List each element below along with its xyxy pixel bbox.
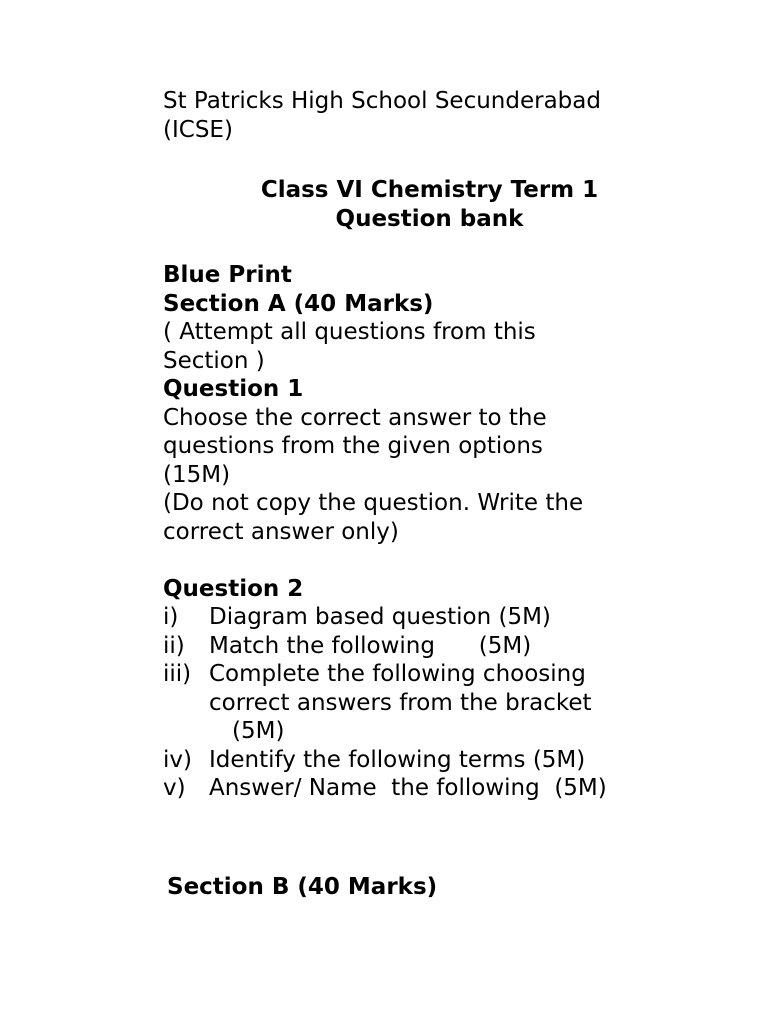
question-1-text: Choose the correct answer to the: [163, 404, 547, 431]
question-1-marks: (15M): [163, 461, 231, 488]
list-item-text: Match the following (5M): [209, 632, 532, 659]
list-item: [163, 660, 663, 746]
list-item-number: iv): [163, 746, 192, 773]
school-name: [163, 87, 663, 144]
list-item-number: ii): [163, 632, 185, 659]
list-item-text-group: [209, 660, 663, 746]
question-1-note-cont: correct answer only): [163, 518, 399, 545]
question-1-heading: Question 1: [163, 376, 304, 402]
list-item: [163, 632, 663, 661]
section-b-heading: Section B (40 Marks): [167, 874, 438, 900]
section-a-instruction-cont: Section ): [163, 347, 265, 374]
question-2-list: [163, 603, 663, 803]
list-item-text: Diagram based question (5M): [209, 604, 551, 630]
spacer: [163, 546, 663, 575]
list-item: [163, 603, 663, 632]
list-item-text: Complete the following choosing: [209, 661, 586, 687]
question-1-text-cont: questions from the given options: [163, 433, 543, 459]
list-item-number: v): [163, 775, 186, 801]
school-name-line: St Patricks High School Secunderabad: [163, 88, 601, 114]
document-title: [163, 176, 696, 233]
title-line-class: Class VI Chemistry Term 1: [260, 177, 599, 203]
title-line-question-bank: Question bank: [335, 205, 524, 232]
section-a-heading: Section A (40 Marks): [163, 290, 434, 317]
list-item-text: Answer/ Name the following (5M): [209, 775, 607, 801]
list-item-text: Identify the following terms (5M): [209, 746, 586, 773]
list-item: [163, 746, 663, 775]
list-item-text-cont: correct answers from the bracket: [209, 689, 592, 716]
question-1-note: (Do not copy the question. Write the: [163, 490, 584, 516]
blueprint-content: [163, 261, 663, 803]
school-board: (ICSE): [163, 116, 233, 143]
blueprint-heading: Blue Print: [163, 262, 292, 288]
list-item-number: iii): [163, 661, 192, 687]
list-item-marks: (5M): [232, 718, 285, 744]
list-item: [163, 774, 663, 803]
question-2-heading: Question 2: [163, 575, 304, 602]
list-item-number: i): [163, 604, 179, 630]
section-a-instruction: ( Attempt all questions from this: [163, 319, 536, 345]
